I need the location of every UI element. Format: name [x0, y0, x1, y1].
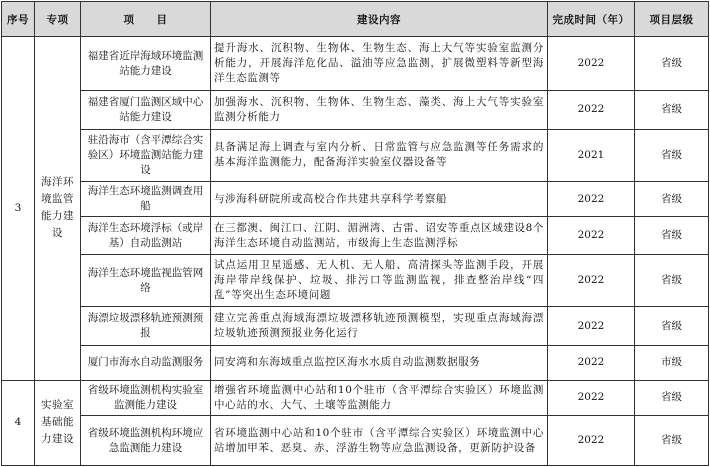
row-project: 海洋生态环境监视监管网络	[81, 255, 211, 307]
row-level: 省级	[635, 91, 709, 130]
row-level: 省级	[635, 217, 709, 255]
row-level: 市级	[635, 345, 709, 380]
table-row	[2, 255, 709, 307]
row-seq: 4	[2, 380, 35, 465]
header-level: 项目层级	[635, 2, 709, 37]
table-row	[2, 129, 709, 181]
table-row	[2, 217, 709, 255]
row-project: 海漂垃圾漂移轨迹预测预报	[81, 307, 211, 346]
table-body	[2, 37, 709, 466]
row-project: 海洋生态环境监测调查用船	[81, 181, 211, 217]
row-content: 加强海水、沉积物、生物体、生物生态、藻类、海上大气等实验室监测分析能力	[211, 91, 548, 130]
row-content: 与涉海科研院所或高校合作共建共享科学考察船	[211, 181, 548, 217]
row-year: 2022	[548, 181, 635, 217]
row-year: 2022	[548, 91, 635, 130]
row-year: 2022	[548, 416, 635, 466]
row-year: 2022	[548, 37, 635, 91]
table-row	[2, 380, 709, 416]
row-content: 增强省环境监测中心站和10个驻市（含平潭综合实验区）环境监测中心站的水、大气、土壤等监测能力	[211, 380, 548, 416]
header-row	[2, 2, 709, 37]
construction-table	[1, 1, 709, 466]
row-content: 省环境监测中心站和10个驻市（含平潭综合实验区）环境监测中心站增加甲苯、恶臭、赤、浮游生物等应急监测设备，更新防护设备	[211, 416, 548, 466]
header-content: 建设内容	[211, 2, 548, 37]
row-year: 2022	[548, 255, 635, 307]
table-row	[2, 181, 709, 217]
header-project: 项 目	[81, 2, 211, 37]
row-year: 2022	[548, 217, 635, 255]
row-level: 省级	[635, 255, 709, 307]
row-project: 福建省近岸海域环境监测站能力建设	[81, 37, 211, 91]
row-year: 2022	[548, 380, 635, 416]
row-level: 省级	[635, 416, 709, 466]
row-project: 福建省厦门监测区域中心站能力建设	[81, 91, 211, 130]
row-project: 海洋生态环境浮标（或岸基）自动监测站	[81, 217, 211, 255]
row-level: 省级	[635, 181, 709, 217]
header-seq: 序号	[2, 2, 35, 37]
row-project: 省级环境监测机构环境应急监测能力建设	[81, 416, 211, 466]
row-category: 海洋环境监管能力建设	[35, 37, 81, 381]
row-project: 驻沿海市（含平潭综合实验区）环境监测站能力建设	[81, 129, 211, 181]
row-year: 2022	[548, 345, 635, 380]
table-row	[2, 345, 709, 380]
row-content: 同安湾和东海域重点监控区海水水质自动监测数据服务	[211, 345, 548, 380]
row-content: 试点运用卫星遥感、无人机、无人船、高清探头等监测手段，开展海岸带岸线保护、垃圾、排污口等监测监视，排查整治岸线“四乱”等突出生态环境问题	[211, 255, 548, 307]
row-level: 省级	[635, 37, 709, 91]
header-category: 专项	[35, 2, 81, 37]
table-row	[2, 37, 709, 91]
row-content: 提升海水、沉积物、生物体、生物生态、海上大气等实验室监测分析能力，开展海洋危化品、溢油等应急监测，扩展微塑料等新型海洋生态监测等	[211, 37, 548, 91]
table-row	[2, 307, 709, 346]
header-year: 完成时间（年）	[548, 2, 635, 37]
row-level: 省级	[635, 307, 709, 346]
row-project: 厦门市海水自动监测服务	[81, 345, 211, 380]
table-row	[2, 416, 709, 466]
table-row	[2, 91, 709, 130]
row-year: 2022	[548, 307, 635, 346]
row-level: 省级	[635, 129, 709, 181]
row-level: 省级	[635, 380, 709, 416]
row-project: 省级环境监测机构实验室监测能力建设	[81, 380, 211, 416]
row-content: 具备满足海上调查与室内分析、日常监管与应急监测等任务需求的基本海洋监测能力，配备海洋实验室仪器设备等	[211, 129, 548, 181]
row-seq: 3	[2, 37, 35, 381]
row-content: 在三都澳、闽江口、江阴、湄洲湾、古雷、诏安等重点区域建设8个海洋生态环境自动监测站，市级海上生态监测浮标	[211, 217, 548, 255]
row-year: 2021	[548, 129, 635, 181]
row-category: 实验室基础能力建设	[35, 380, 81, 465]
row-content: 建立完善重点海域海漂垃圾漂移轨迹预测模型，实现重点海域海漂垃圾轨迹预测预报业务化运行	[211, 307, 548, 346]
